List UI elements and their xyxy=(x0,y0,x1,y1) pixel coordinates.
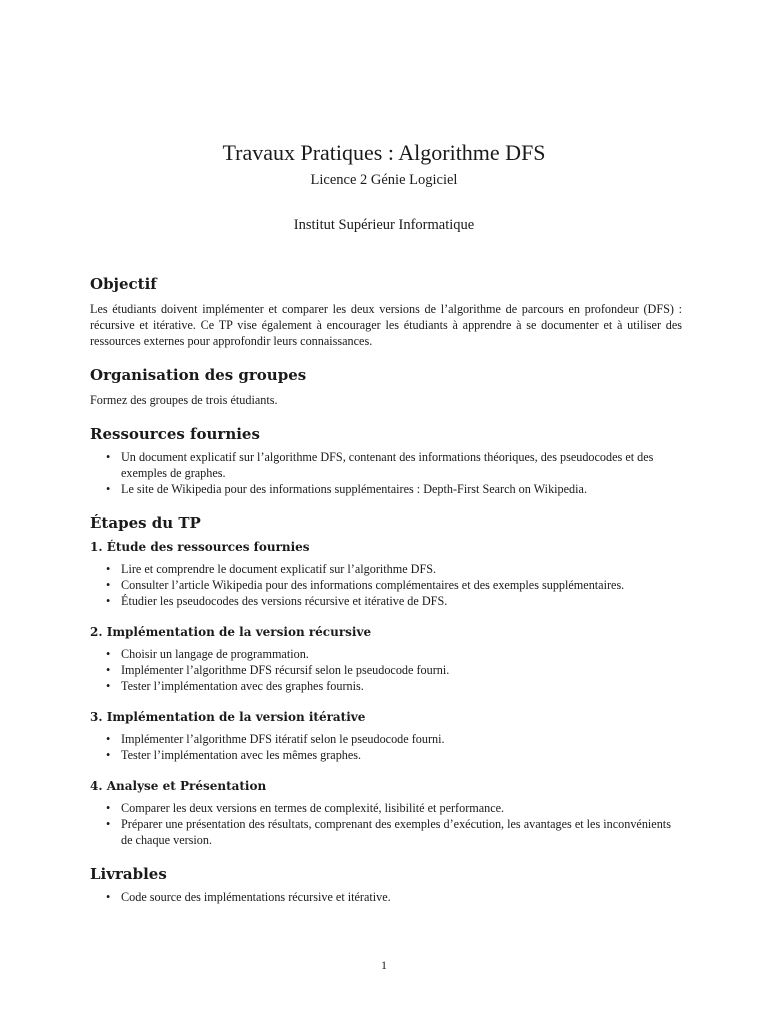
section-heading-etapes: Étapes du TP xyxy=(90,514,201,532)
section-etapes xyxy=(90,514,682,848)
objectif-paragraph: Les étudiants doivent implémenter et comparer les deux versions de l’algorithme de parcours en profondeur (DFS) : récursive et itérative. Ce TP vise également à encourager les étudiants à apprendre à se documenter et à utiliser des ressources externes pour approfondir leurs connaissances. xyxy=(90,302,682,348)
step-list xyxy=(90,561,682,609)
step-2 xyxy=(90,624,682,694)
list-item: • Préparer une présentation des résultats, comprenant des exemples d’exécution, les avantages et les inconvénients de chaque version. xyxy=(90,816,682,848)
section-heading-objectif: Objectif xyxy=(90,275,157,293)
section-heading-ressources: Ressources fournies xyxy=(90,425,260,443)
step-1 xyxy=(90,539,682,609)
list-item: • Comparer les deux versions en termes de complexité, lisibilité et performance. xyxy=(90,800,682,816)
list-item: • Un document explicatif sur l’algorithme DFS, contenant des informations théoriques, des pseudocodes et des exemples de graphes. xyxy=(90,449,682,481)
list-item: • Lire et comprendre le document explicatif sur l’algorithme DFS. xyxy=(90,561,682,577)
page-number: 1 xyxy=(381,958,387,972)
section-heading-organisation: Organisation des groupes xyxy=(90,366,307,384)
list-item: • Le site de Wikipedia pour des informations supplémentaires : Depth-First Search on Wikipedia. xyxy=(90,481,682,497)
document-institute: Institut Supérieur Informatique xyxy=(293,217,475,233)
list-item: • Implémenter l’algorithme DFS récursif selon le pseudocode fourni. xyxy=(90,662,682,678)
list-item: • Étudier les pseudocodes des versions récursive et itérative de DFS. xyxy=(90,593,682,609)
list-item: • Choisir un langage de programmation. xyxy=(90,646,682,662)
step-list xyxy=(90,731,682,763)
section-heading-livrables: Livrables xyxy=(90,865,167,883)
livrables-list xyxy=(90,889,682,905)
document-title: Travaux Pratiques : Algorithme DFS xyxy=(222,140,546,165)
ressources-list xyxy=(90,449,682,497)
section-livrables xyxy=(90,865,682,905)
section-objectif xyxy=(90,275,682,349)
step-list xyxy=(90,800,682,848)
list-item: • Implémenter l’algorithme DFS itératif selon le pseudocode fourni. xyxy=(90,731,682,747)
step-title: 4. Analyse et Présentation xyxy=(90,779,267,793)
step-list xyxy=(90,646,682,694)
document-subtitle: Licence 2 Génie Logiciel xyxy=(310,172,458,188)
organisation-paragraph: Formez des groupes de trois étudiants. xyxy=(90,393,278,407)
list-item: • Consulter l’article Wikipedia pour des informations complémentaires et des exemples supplémentaires. xyxy=(90,577,682,593)
document-body xyxy=(90,275,682,905)
section-organisation xyxy=(90,366,682,408)
section-ressources xyxy=(90,425,682,497)
list-item: • Tester l’implémentation avec les mêmes graphes. xyxy=(90,747,682,763)
list-item: • Tester l’implémentation avec des graphes fournis. xyxy=(90,678,682,694)
step-3 xyxy=(90,709,682,763)
step-title: 3. Implémentation de la version itérative xyxy=(90,710,366,724)
step-title: 2. Implémentation de la version récursive xyxy=(90,625,372,639)
step-4 xyxy=(90,778,682,848)
list-item: • Code source des implémentations récursive et itérative. xyxy=(90,889,682,905)
step-title: 1. Étude des ressources fournies xyxy=(90,540,310,554)
